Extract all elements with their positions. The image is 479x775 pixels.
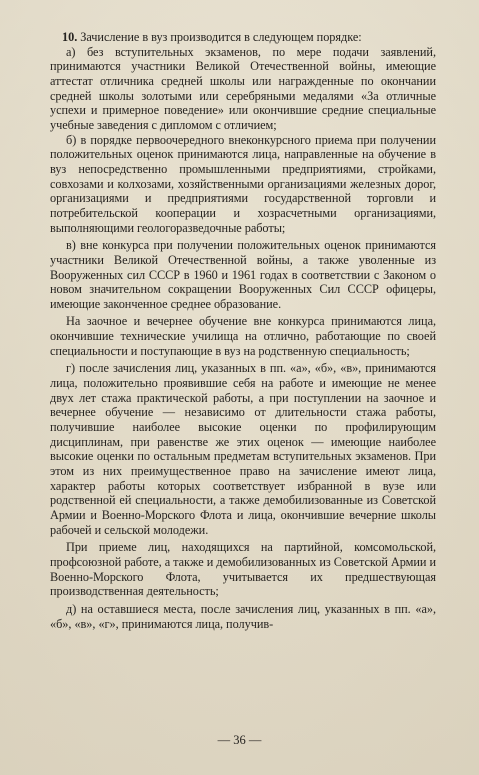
- paragraph-b: б) в порядке первоочередного внеконкурсного приема при получении положительных оценок принимаются лица, направленные на обучение в вуз непосредственно промышленными предприятиями, стройками, совхозами и колхозами, хозяйственными организациями железных дорог, организациями и предприятиями государственной торговли и потребительской кооперации и хозрасчетными организациями, выполняющими геологоразведочные работы;: [50, 132, 436, 235]
- page-text: [50, 30, 436, 631]
- paragraph-g: г) после зачисления лиц, указанных в пп. «а», «б», «в», принимаются лица, положительно проявившие себя на работе и имеющие не менее двух лет стажа практической работы, а при поступлении на заочное и вечернее обучение — независимо от длительности стажа работы, получившие наиболее высокие оценки по профилирующим дисциплинам, при равенстве же этих оценок — имеющие наиболее высокие оценки по остальным предметам вступительных экзаменов. При этом из них преимущественное право на зачисление имеют лица, характер работы которых соответствует избранной в вузе или родственной ей специальности, а также демобилизованные из Советской Армии и Военно-Морского Флота и лица, окончившие вечерние школы рабочей и сельской молодежи.: [50, 361, 436, 537]
- item-10-intro: [50, 30, 436, 45]
- item-number: 10.: [62, 30, 78, 44]
- paragraph-evening-study: На заочное и вечернее обучение вне конкурса принимаются лица, окончившие технические училища на отлично, работающие по своей специальности и поступающие в вуз на родственную специальность;: [50, 314, 436, 358]
- page-number: — 36 —: [217, 733, 262, 747]
- item-intro-text: Зачисление в вуз производится в следующем порядке:: [77, 30, 362, 44]
- paragraph-d: д) на оставшиеся места, после зачисления лиц, указанных в пп. «а», «б», «в», «г», принимаются лица, получив-: [50, 601, 436, 631]
- paragraph-party-work: При приеме лиц, находящихся на партийной, комсомольской, профсоюзной работе, а также и демобилизованных из Советской Армии и Военно-Морского Флота, учитывается их предшествующая производственная деятельность;: [50, 540, 436, 599]
- paragraph-a: а) без вступительных экзаменов, по мере подачи заявлений, принимаются участники Великой Отечественной войны, имеющие аттестат отличника средней школы или награжденные по окончании средней школы золотыми или серебряными медалями «За отличные успехи и примерное поведение» или окончившие средние специальные учебные заведения с дипломом с отличием;: [50, 44, 436, 132]
- paragraph-v: в) вне конкурса при получении положительных оценок принимаются участники Великой Отечественной войны, а также уволенные из Вооруженных сил СССР в 1960 и 1961 годах в соответствии с Законом о новом значительном сокращении Вооруженных Сил СССР офицеры, имеющие законченное среднее образование.: [50, 238, 436, 311]
